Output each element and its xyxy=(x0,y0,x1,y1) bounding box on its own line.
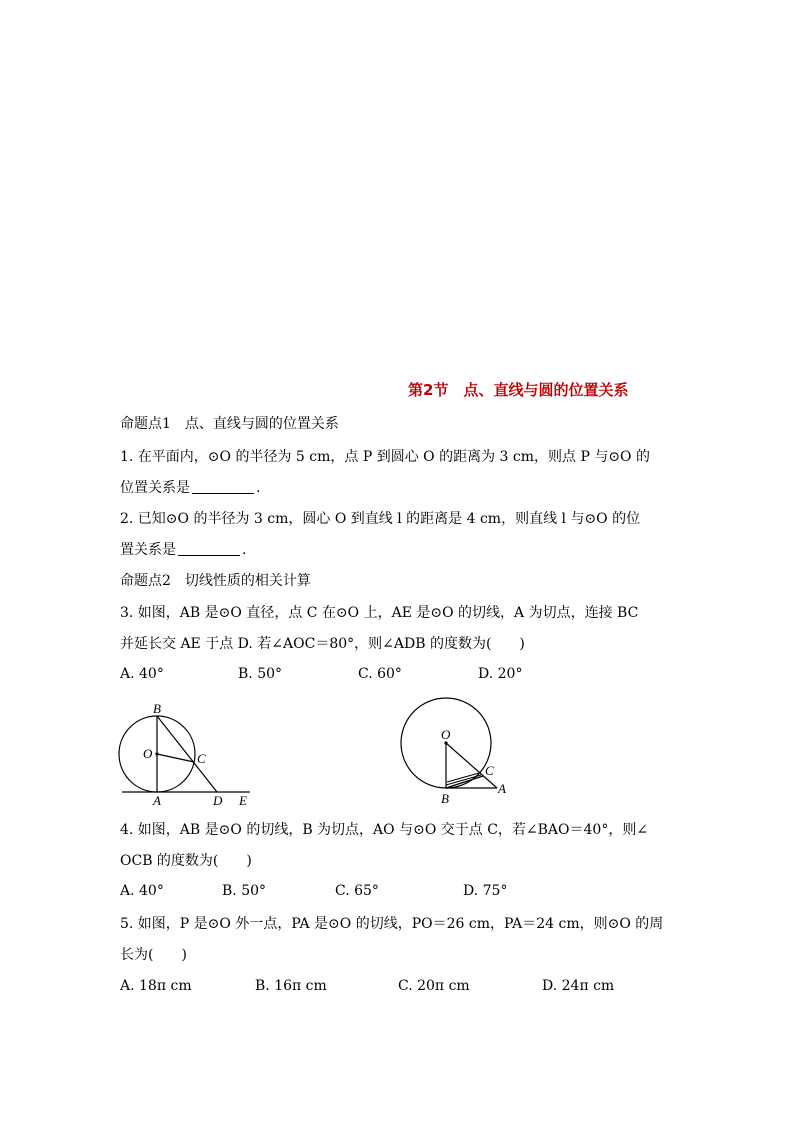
line-bd xyxy=(157,716,217,792)
question-5-line-2: 长为( ) xyxy=(120,947,187,963)
question-2-prefix: 置关系是 xyxy=(120,542,176,558)
question-2-line-2 xyxy=(120,540,246,560)
question-5-line-1: 5. 如图，P 是⊙O 外一点，PA 是⊙O 的切线，PO＝26 cm，PA＝24 cm，则⊙O 的周 xyxy=(120,916,664,932)
question-3-line-2: 并延长交 AE 于点 D. 若∠AOC＝80°，则∠ADB 的度数为( ) xyxy=(120,636,525,652)
topic-heading-2: 命题点2 切线性质的相关计算 xyxy=(120,573,311,589)
question-4-line-2: OCB 的度数为( ) xyxy=(120,853,252,869)
q3-option-a[interactable]: A. 40° xyxy=(120,666,164,682)
question-1-line-2 xyxy=(120,478,260,498)
question-1-prefix: 位置关系是 xyxy=(120,480,190,496)
q3-option-d[interactable]: D. 20° xyxy=(478,666,523,682)
section-title: 第2节 点、直线与圆的位置关系 xyxy=(408,381,629,399)
label-o: O xyxy=(441,727,451,742)
figure-q4 xyxy=(390,692,530,810)
topic-heading-1: 命题点1 点、直线与圆的位置关系 xyxy=(120,416,339,432)
label-c: C xyxy=(485,763,494,778)
label-b: B xyxy=(441,791,449,806)
q4-option-d[interactable]: D. 75° xyxy=(463,883,508,899)
center-dot xyxy=(155,752,158,755)
q4-option-c[interactable]: C. 65° xyxy=(335,883,379,899)
q3-option-c[interactable]: C. 60° xyxy=(358,666,402,682)
q5-option-b[interactable]: B. 16π cm xyxy=(255,978,327,994)
q5-option-c[interactable]: C. 20π cm xyxy=(398,978,470,994)
figure-q3 xyxy=(110,700,260,810)
q5-option-a[interactable]: A. 18π cm xyxy=(120,978,192,994)
answer-blank-2[interactable] xyxy=(178,541,240,556)
label-a: A xyxy=(498,781,506,796)
answer-blank-1[interactable] xyxy=(192,479,254,494)
label-o: O xyxy=(143,746,153,761)
label-b: B xyxy=(153,701,161,716)
q4-option-a[interactable]: A. 40° xyxy=(120,883,164,899)
label-c: C xyxy=(197,751,206,766)
chord-bc xyxy=(446,776,483,788)
question-4-line-1: 4. 如图，AB 是⊙O 的切线，B 为切点，AO 与⊙O 交于点 C，若∠BAO＝40°，则∠ xyxy=(120,822,649,838)
label-a: A xyxy=(153,793,161,808)
label-e: E xyxy=(239,793,247,808)
q5-option-d[interactable]: D. 24π cm xyxy=(542,978,615,994)
question-2-line-1: 2. 已知⊙O 的半径为 3 cm，圆心 O 到直线 l 的距离是 4 cm，则直线 l 与⊙O 的位 xyxy=(120,511,641,527)
question-1-line-1: 1. 在平面内，⊙O 的半径为 5 cm，点 P 到圆心 O 的距离为 3 cm，则点 P 与⊙O 的 xyxy=(120,449,650,465)
hatch-1 xyxy=(446,775,481,785)
q4-option-b[interactable]: B. 50° xyxy=(222,883,267,899)
question-2-suffix: . xyxy=(242,542,247,558)
label-d: D xyxy=(213,793,223,808)
q3-option-b[interactable]: B. 50° xyxy=(238,666,283,682)
question-1-suffix: . xyxy=(256,480,261,496)
question-3-line-1: 3. 如图，AB 是⊙O 直径，点 C 在⊙O 上，AE 是⊙O 的切线，A 为切点，连接 BC xyxy=(120,605,639,621)
